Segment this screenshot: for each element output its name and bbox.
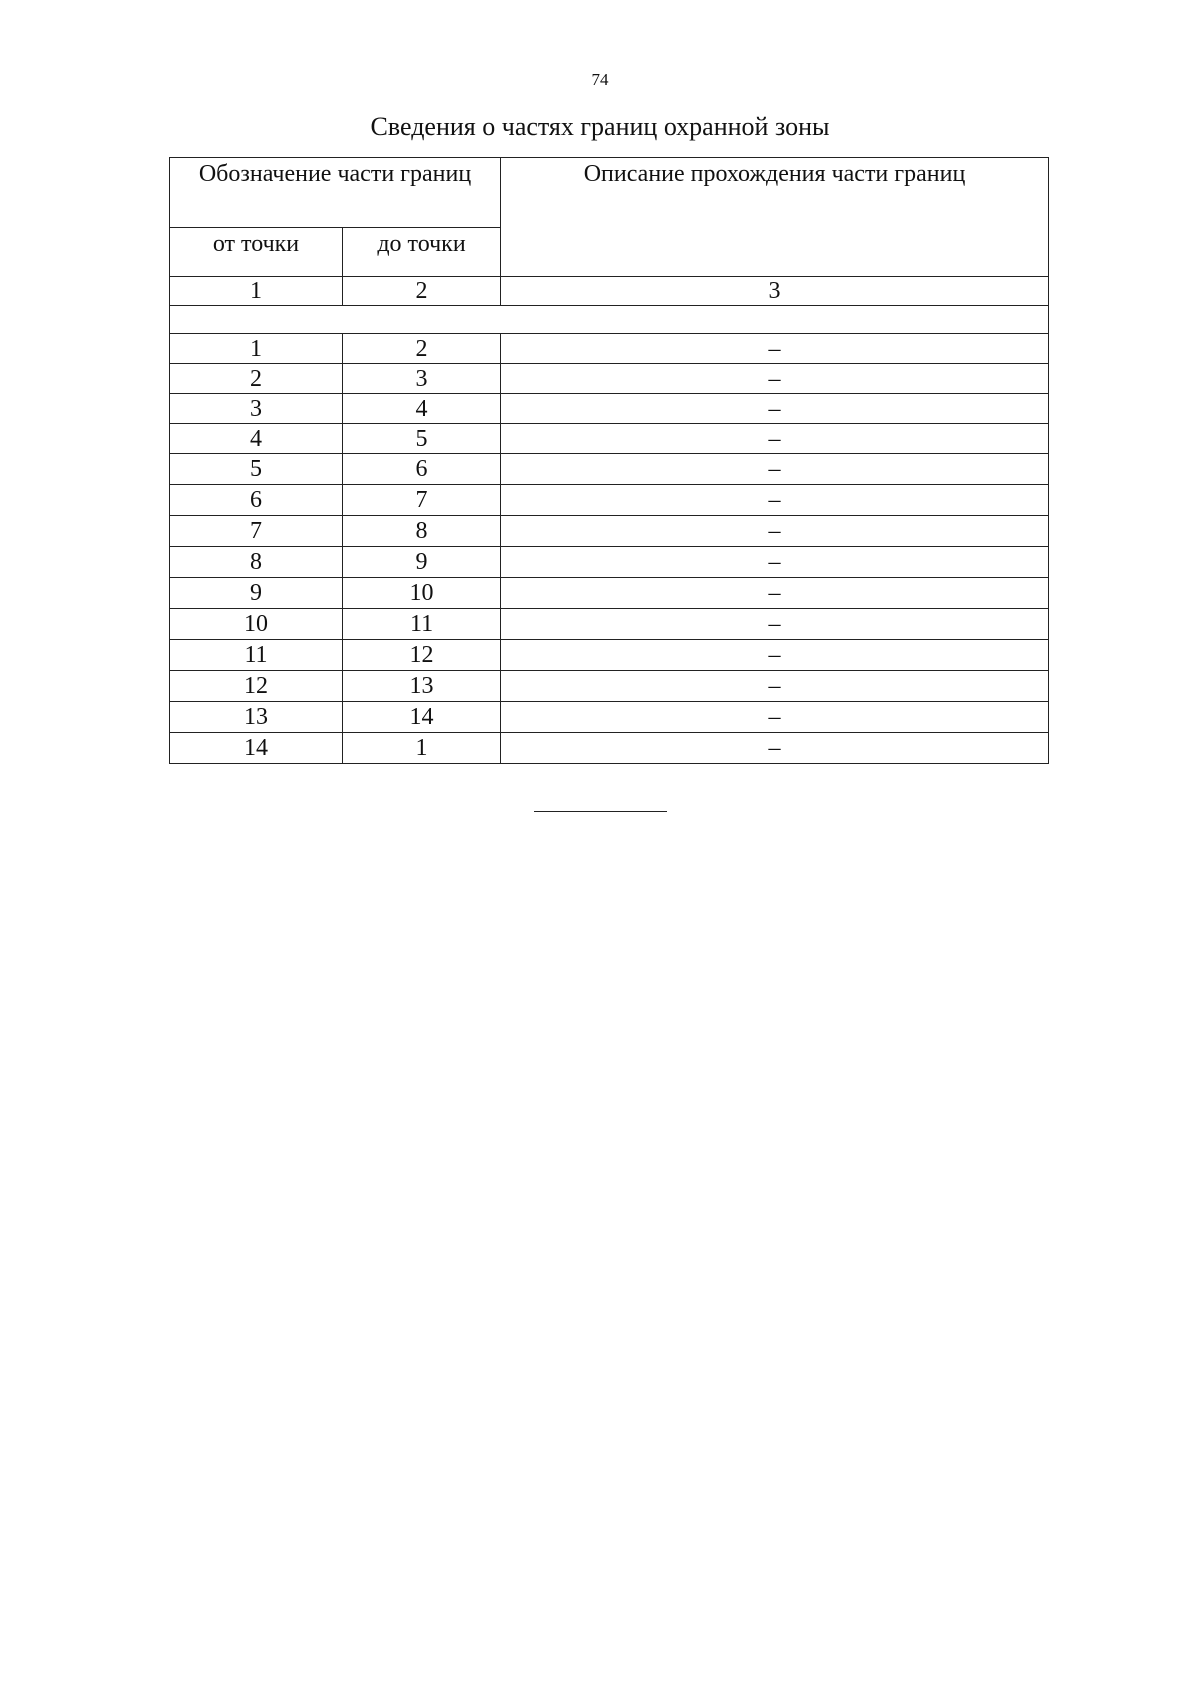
header-designation: Обозначение части границ: [170, 158, 501, 228]
from-point-cell: 3: [170, 394, 343, 424]
table-row: [170, 485, 1049, 516]
header-description: Описание прохождения части границ: [501, 158, 1049, 277]
to-point-cell: 13: [343, 671, 501, 702]
header-from-point: от точки: [170, 228, 343, 277]
to-point-cell: 4: [343, 394, 501, 424]
description-cell: –: [501, 394, 1049, 424]
from-point-cell: 9: [170, 578, 343, 609]
from-point-cell: 5: [170, 454, 343, 485]
page-title: Сведения о частях границ охранной зоны: [370, 112, 830, 141]
from-point-cell: 11: [170, 640, 343, 671]
to-point-cell: 10: [343, 578, 501, 609]
table-row: [170, 547, 1049, 578]
table-row: [170, 671, 1049, 702]
table-row: [170, 364, 1049, 394]
description-cell: –: [501, 671, 1049, 702]
column-number: 1: [170, 277, 343, 306]
description-cell: –: [501, 609, 1049, 640]
table-row: [170, 733, 1049, 764]
from-point-cell: 4: [170, 424, 343, 454]
description-cell: –: [501, 516, 1049, 547]
table-row: [170, 334, 1049, 364]
table-row: [170, 454, 1049, 485]
description-cell: –: [501, 424, 1049, 454]
boundary-parts-table: [169, 157, 1049, 764]
column-number: 2: [343, 277, 501, 306]
description-cell: –: [501, 364, 1049, 394]
from-point-cell: 12: [170, 671, 343, 702]
to-point-cell: 5: [343, 424, 501, 454]
page-number: 74: [591, 70, 609, 89]
from-point-cell: 7: [170, 516, 343, 547]
to-point-cell: 9: [343, 547, 501, 578]
from-point-cell: 13: [170, 702, 343, 733]
to-point-cell: 14: [343, 702, 501, 733]
table-row: [170, 702, 1049, 733]
to-point-cell: 6: [343, 454, 501, 485]
empty-section-cell: [170, 306, 1049, 334]
header-to-point: до точки: [343, 228, 501, 277]
description-cell: –: [501, 547, 1049, 578]
description-cell: –: [501, 485, 1049, 516]
header-row: [170, 158, 1049, 228]
from-point-cell: 8: [170, 547, 343, 578]
table-row: [170, 516, 1049, 547]
to-point-cell: 8: [343, 516, 501, 547]
from-point-cell: 6: [170, 485, 343, 516]
description-cell: –: [501, 578, 1049, 609]
to-point-cell: 3: [343, 364, 501, 394]
end-separator-line: [534, 811, 667, 812]
column-number-row: [170, 277, 1049, 306]
table-row: [170, 578, 1049, 609]
table-row: [170, 394, 1049, 424]
table-row: [170, 424, 1049, 454]
table-row: [170, 609, 1049, 640]
to-point-cell: 7: [343, 485, 501, 516]
to-point-cell: 2: [343, 334, 501, 364]
table-row: [170, 640, 1049, 671]
empty-section-row: [170, 306, 1049, 334]
description-cell: –: [501, 334, 1049, 364]
description-cell: –: [501, 733, 1049, 764]
from-point-cell: 14: [170, 733, 343, 764]
column-number: 3: [501, 277, 1049, 306]
from-point-cell: 2: [170, 364, 343, 394]
description-cell: –: [501, 454, 1049, 485]
to-point-cell: 12: [343, 640, 501, 671]
from-point-cell: 1: [170, 334, 343, 364]
description-cell: –: [501, 640, 1049, 671]
to-point-cell: 1: [343, 733, 501, 764]
to-point-cell: 11: [343, 609, 501, 640]
from-point-cell: 10: [170, 609, 343, 640]
description-cell: –: [501, 702, 1049, 733]
